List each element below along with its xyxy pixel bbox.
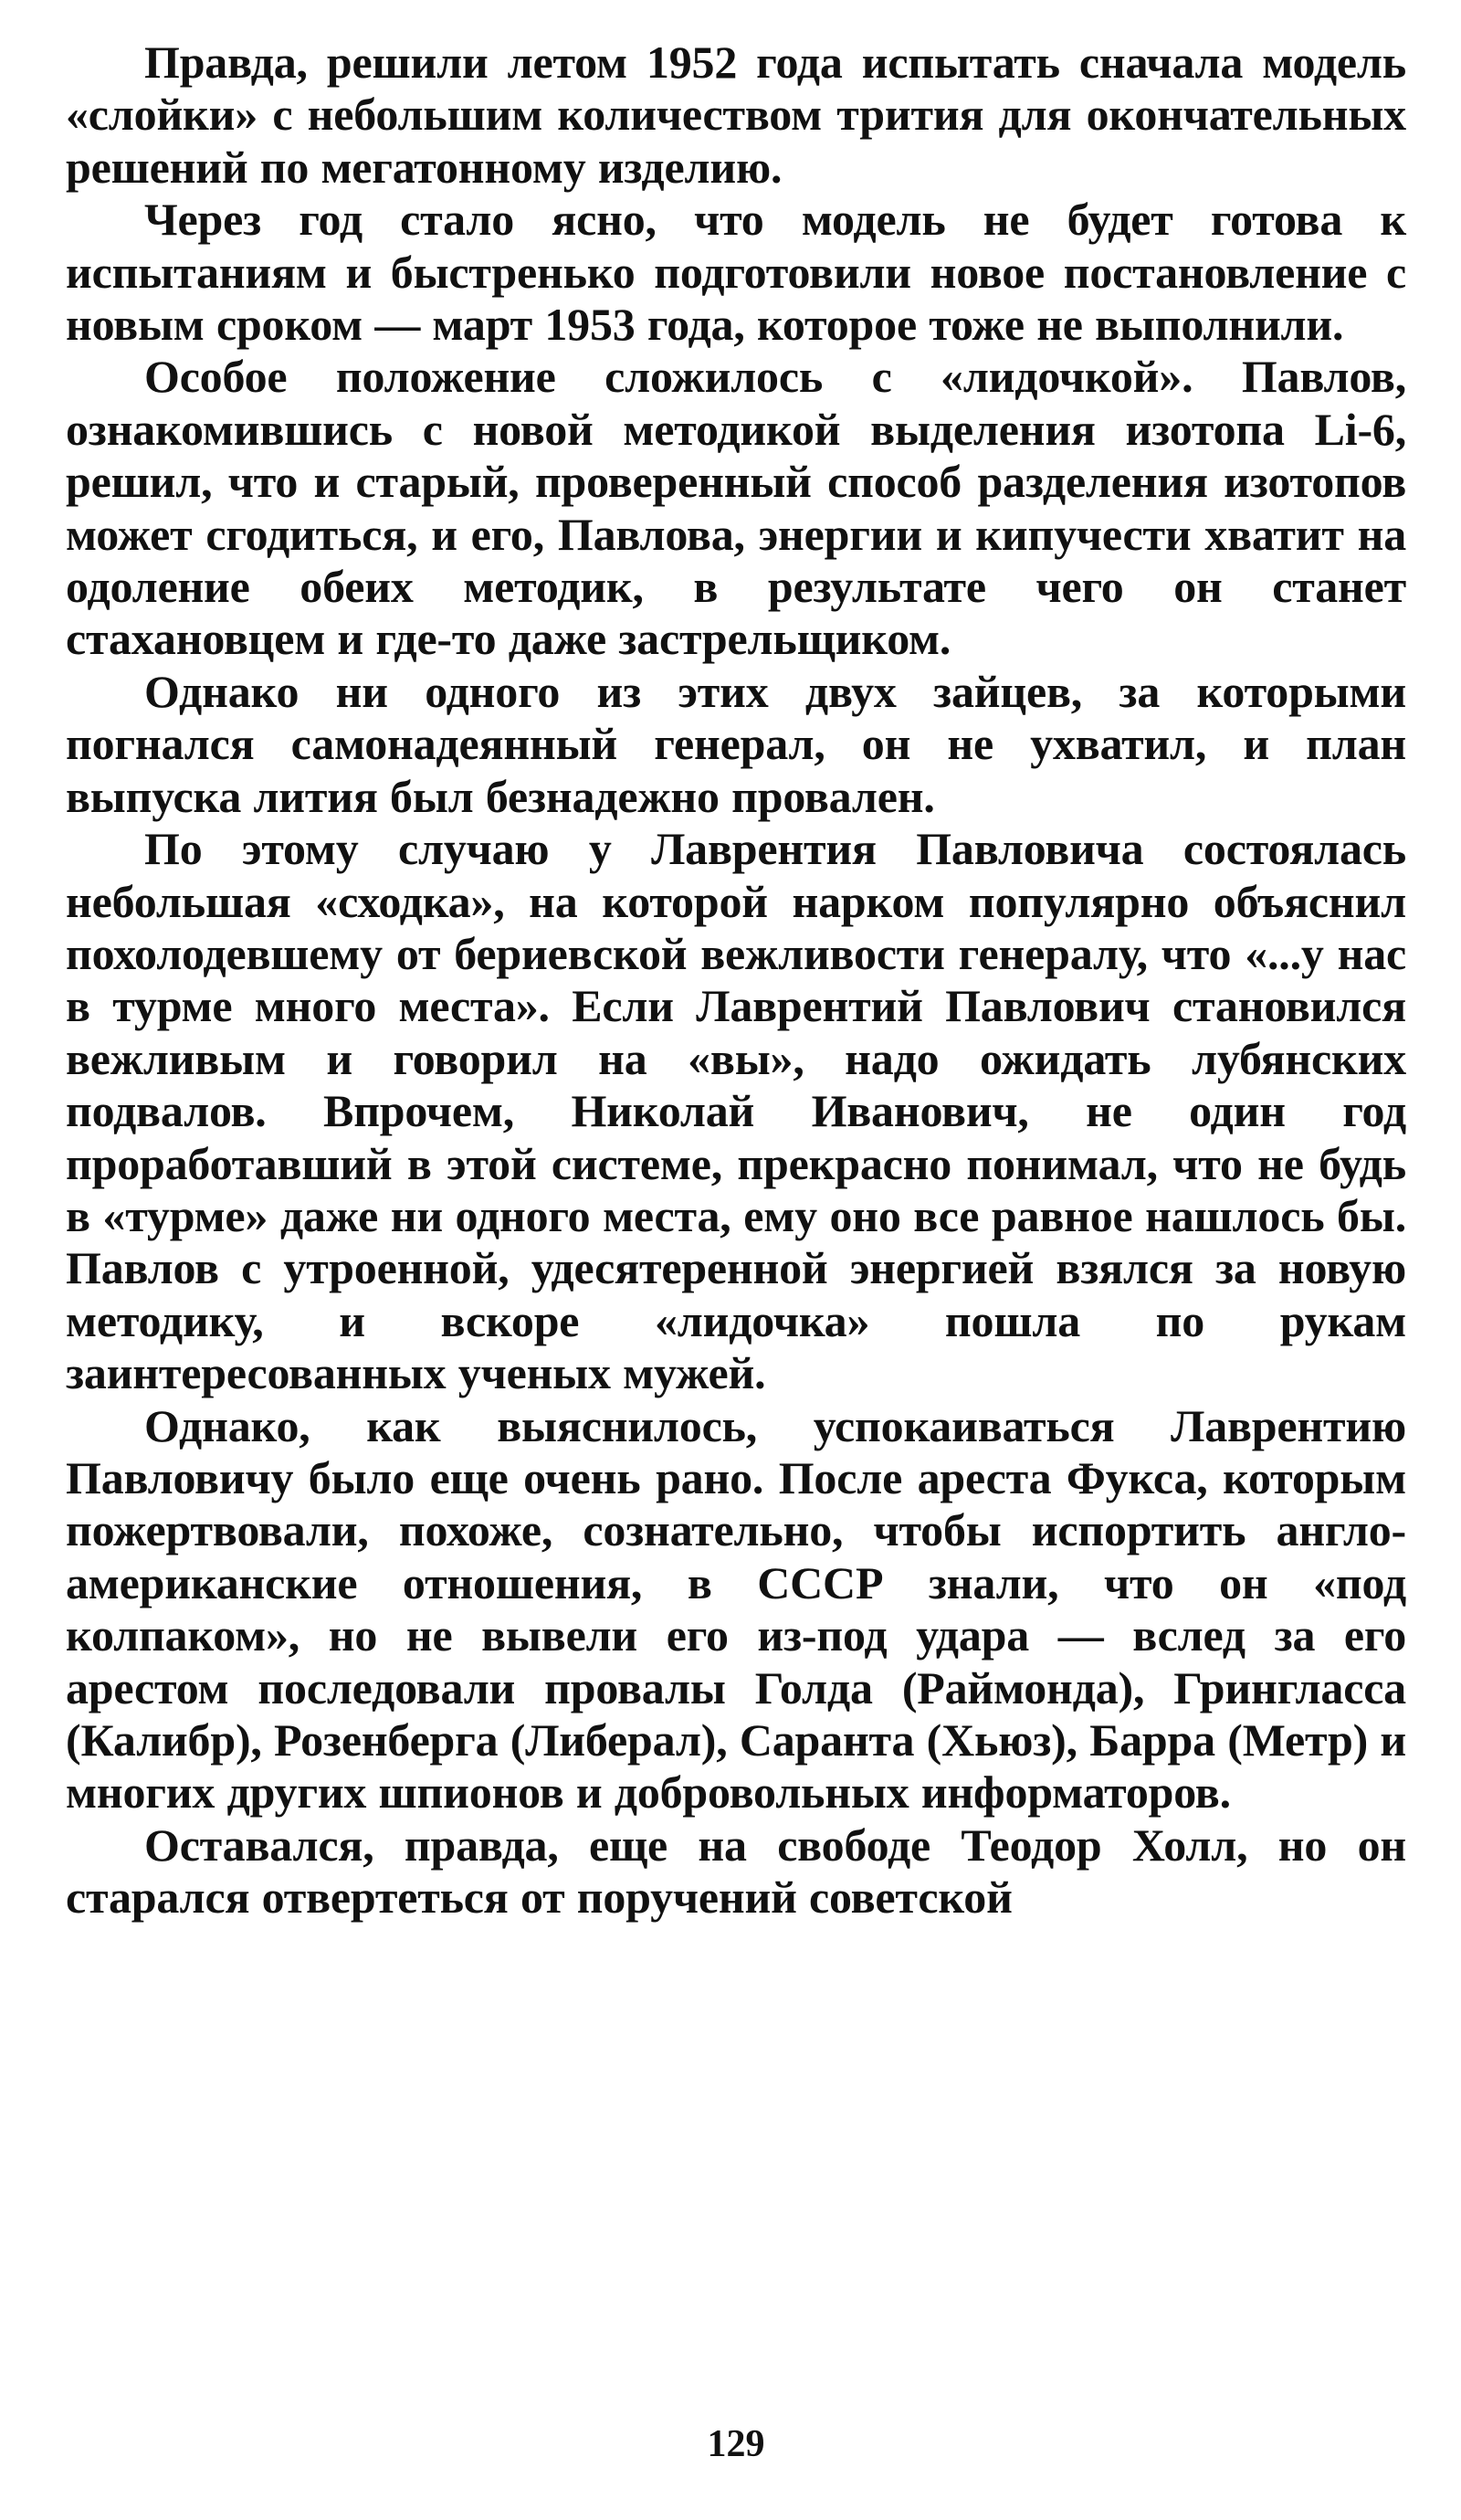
paragraph-5: По этому случаю у Лаврентия Павловича состоялась небольшая «сходка», на которой нарком популярно объяснил похолодевшему от бериевской вежливости генералу, что «...у нас в турме много места». Если Лаврентий Павлович становился вежливым и говорил на «вы», надо ожидать лубянских подвалов. Впрочем, Николай Иванович, не один год проработавший в этой системе, прекрасно понимал, что не будь в «турме» даже ни одного места, ему оно все равное нашлось бы. Павлов с утроенной, удесятеренной энергией взялся за новую методику, и вскоре «лидочка» пошла по рукам заинтересованных ученых мужей. [66,823,1406,1399]
paragraph-7: Оставался, правда, еще на свободе Теодор Холл, но он старался отвертеться от поручений советской [66,1819,1406,1924]
paragraph-2: Через год стало ясно, что модель не будет готова к испытаниям и быстренько подготовили новое постановление с новым сроком — март 1953 года, которое тоже не выполнили. [66,194,1406,351]
paragraph-3: Особое положение сложилось с «лидочкой». Павлов, ознакомившись с новой методикой выделения изотопа Li-6, решил, что и старый, проверенный способ разделения изотопов может сгодиться, и его, Павлова, энергии и кипучести хватит на одоление обеих методик, в результате чего он станет стахановцем и где-то даже застрельщиком. [66,351,1406,665]
book-page [66,37,1406,2484]
paragraph-6: Однако, как выяснилось, успокаиваться Лаврентию Павловичу было еще очень рано. После ареста Фукса, которым пожертвовали, похоже, сознательно, чтобы испортить англо-американские отношения, в СССР знали, что он «под колпаком», но не вывели его из-под удара — вслед за его арестом последовали провалы Голда (Раймонда), Гринглассa (Калибр), Розенберга (Либерал), Саранта (Хьюз), Барра (Метр) и многих других шпионов и добровольных информаторов. [66,1399,1406,1819]
page-number: 129 [707,2423,765,2465]
paragraph-4: Однако ни одного из этих двух зайцев, за которыми погнался самонадеянный генерал, он не ухватил, и план выпуска лития был безнадежно провален. [66,665,1406,822]
body-text [66,37,1406,1924]
paragraph-1: Правда, решили летом 1952 года испытать сначала модель «слойки» с небольшим количеством трития для окончательных решений по мегатонному изделию. [66,37,1406,193]
